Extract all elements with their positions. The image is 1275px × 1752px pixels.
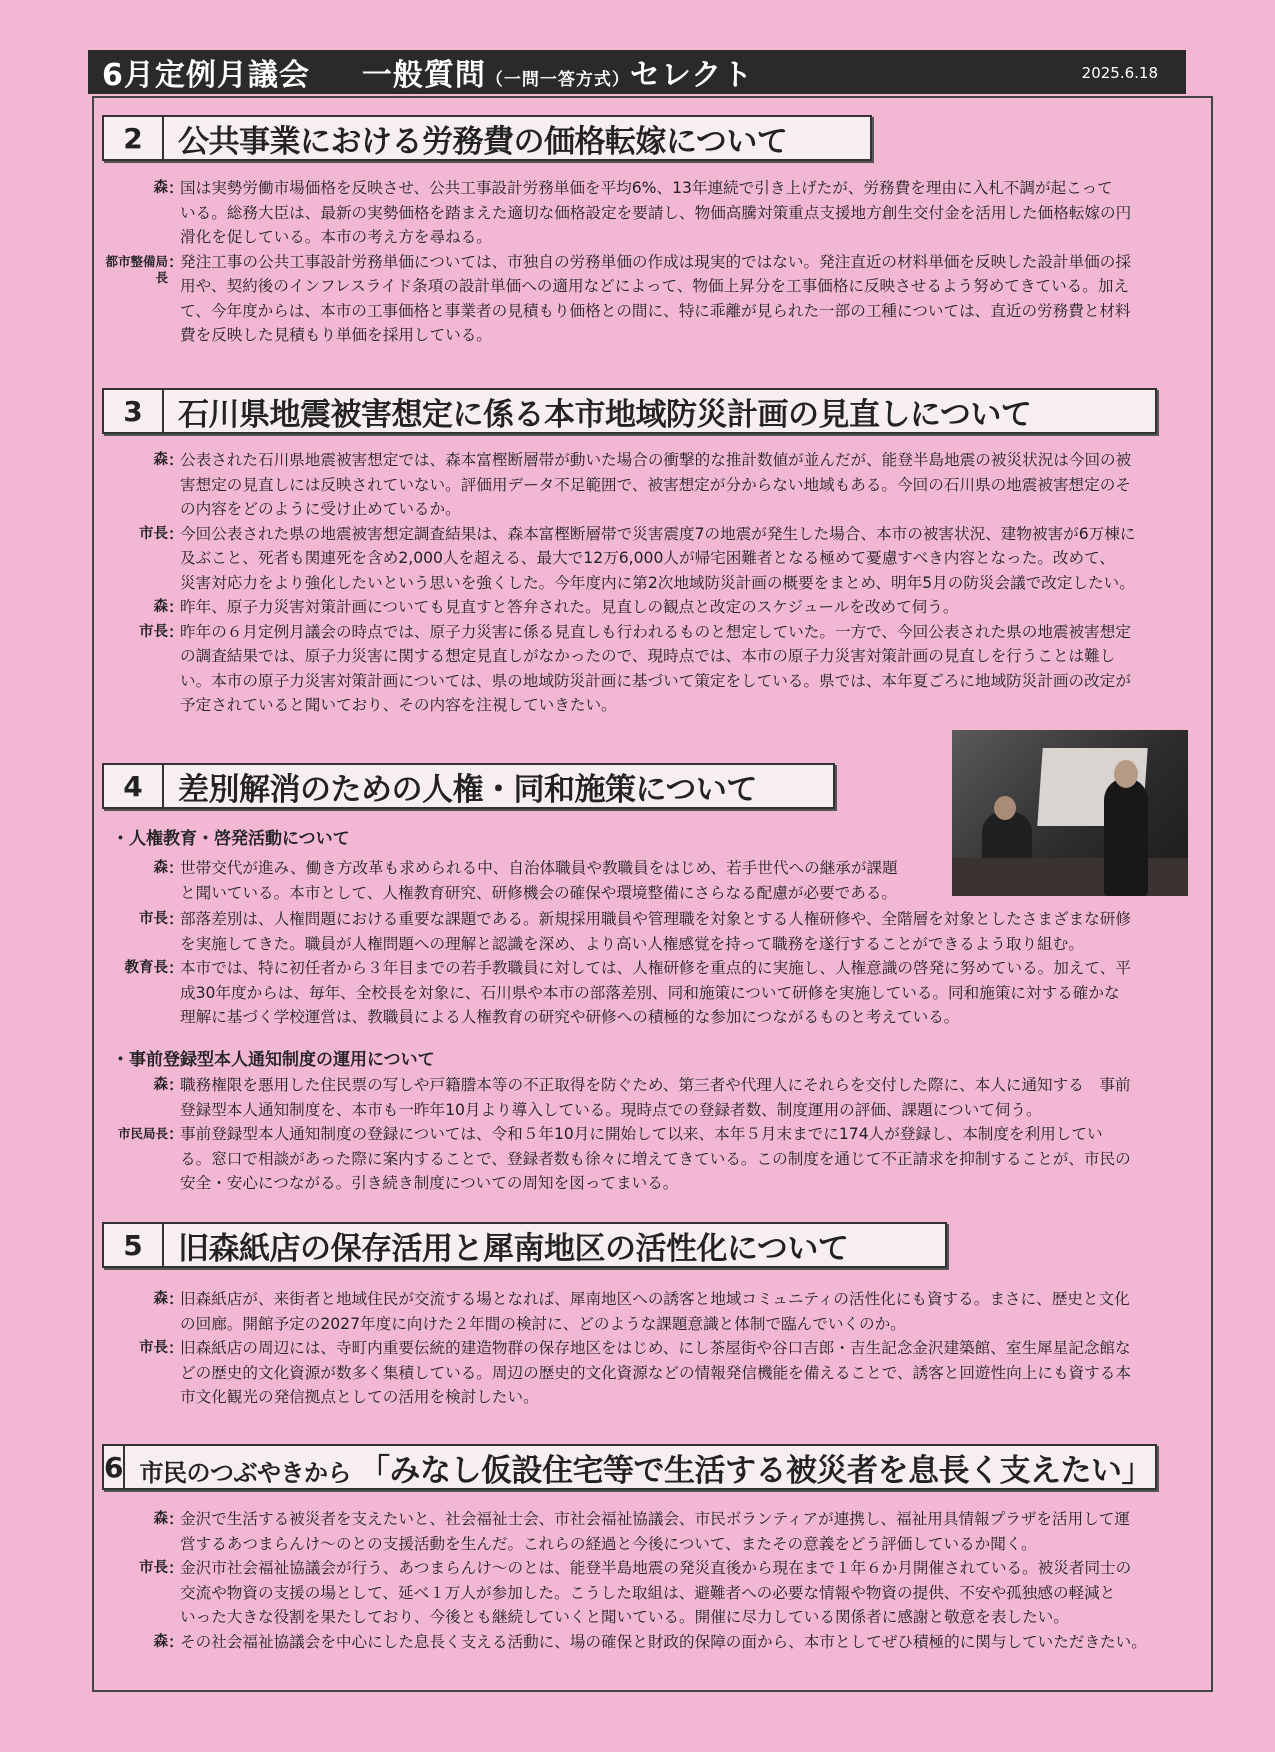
statement-line: 今回公表された県の地震被害想定調査結果は、森本富樫断層帯で災害震度7の地震が発生した場合、本市の被害状況、建物被害が6万棟に: [180, 524, 1136, 543]
qa-entry: [104, 907, 1186, 956]
qa-entry: [104, 176, 1186, 250]
statement-line: 本市では、特に初任者から３年目までの若手教職員に対しては、人権研修を重点的に実施し、人権意識の啓発に努めている。加えて、平: [180, 959, 1131, 977]
statement-line: と聞いている。本市として、人権教育研究、研修機会の確保や環境整備にさらなる配慮が必要である。: [180, 883, 898, 902]
statement-line: の回廊。開館予定の2027年度に向けた２年間の検討に、どのような課題意識と体制で臨んでいくのか。: [180, 1314, 906, 1333]
qa-entry: [104, 448, 1186, 522]
qa-entry: [104, 250, 1186, 348]
statement-line: 世帯交代が進み、働き方改革も求められる中、自治体職員や教職員をはじめ、若手世代への継承が課題: [180, 859, 898, 877]
section-6-heading: [102, 1444, 1157, 1490]
section-5-heading: [102, 1222, 947, 1268]
section-number: 2: [104, 117, 164, 159]
section-3-qa: [104, 448, 1186, 718]
speaker-name: 市民局長: [117, 1126, 168, 1141]
statement-line: 交流や物資の支援の場として、延べ１万人が参加した。こうした取組は、避難者への必要な情報や物資の提供、不安や孤独感の軽減と: [180, 1583, 1116, 1602]
section-6-qa: [104, 1507, 1186, 1654]
statement-line: の内容をどのように受け止めているか。: [180, 500, 461, 518]
speaker-name: 市長: [139, 623, 168, 640]
statement-text: [180, 856, 946, 905]
statement-line: の調査結果では、原子力災害に関する想定見直しがなかったので、現時点では、本市の原子力災害対策計画の見直しを行うことは難し: [180, 647, 1116, 665]
statement-line: 旧森紙店の周辺には、寺町内重要伝統的建造物群の保存地区をはじめ、にし茶屋街や谷口吉郎・吉生記念金沢建築館、室生犀星記念館な: [180, 1339, 1131, 1357]
speaker-colon: ：: [168, 1510, 184, 1528]
statement-text: [180, 1073, 1186, 1122]
qa-entry: [104, 1630, 1186, 1655]
section-title: 旧森紙店の保存活用と犀南地区の活性化について: [178, 1230, 849, 1267]
speaker-name: 森: [153, 1077, 168, 1093]
statement-line: 市文化観光の発信拠点としての活用を検討したい。: [180, 1388, 539, 1406]
statement-text: [180, 522, 1186, 596]
speaker-colon: ：: [168, 622, 184, 641]
section-title: 公共事業における労務費の価格転嫁について: [178, 123, 788, 160]
subsection-heading: ・人権教育・啓発活動について: [112, 829, 350, 849]
statement-line: 及ぶこと、死者も関連死を含め2,000人を超える、最大で12万6,000人が帰宅困難者となる極めて憂慮すべき内容となった。改めて、: [180, 549, 1115, 567]
statement-line: 予定されていると聞いており、その内容を注視していきたい。: [180, 696, 617, 714]
section-number: 6: [104, 1446, 125, 1488]
statement-text: [180, 250, 1186, 348]
speaker-name: 教育長: [124, 960, 168, 976]
speaker-colon: ：: [168, 252, 184, 271]
qa-entry: [104, 1073, 1186, 1122]
speaker-colon: ：: [168, 1290, 184, 1308]
speaker-colon: ：: [168, 598, 184, 616]
statement-line: 昨年の６月定例月議会の時点では、原子力災害に係る見直しも行われるものと想定していた。一方で、今回公表された県の地震被害想定: [180, 622, 1131, 641]
speaker-colon: ：: [168, 1339, 184, 1357]
statement-line: 発注工事の公共工事設計労務単価については、市独自の労務単価の作成は現実的ではない。発注直近の材料単価を反映した設計単価の採: [180, 252, 1131, 271]
statement-line: 災害対応力をより強化したいという思いを強くした。今年度内に第2次地域防災計画の概要をまとめ、明年5月の防災会議で改定したい。: [180, 573, 1135, 592]
statement-text: [180, 176, 1186, 250]
qa-entry: [104, 956, 1186, 1030]
statement-text: [180, 1287, 1186, 1336]
statement-line: 金沢で生活する被災者を支えたいと、社会福祉士会、市社会福祉協議会、市民ボランティアが連携し、福祉用具情報プラザを活用して運: [180, 1510, 1130, 1528]
qa-entry: [104, 1287, 1186, 1336]
statement-line: を実施してきた。職員が人権問題への理解と認識を深め、より高い人権感覚を持って職務を遂行することができるよう取り組む。: [180, 934, 1084, 953]
qa-entry: [104, 620, 1186, 718]
statement-line: て、今年度からは、本市の工事価格と事業者の見積もり価格との間に、特に乖離が見られた一部の工種については、直近の労務費と材料: [180, 301, 1131, 320]
statement-line: 成30年度からは、毎年、全校長を対象に、石川県や本市の部落差別、同和施策について研修を実施している。同和施策に対する確かな: [180, 983, 1120, 1002]
qa-entry: [104, 1336, 1186, 1410]
section-title: 石川県地震被害想定に係る本市地域防災計画の見直しについて: [178, 396, 1032, 433]
speaker-name: 森: [153, 860, 168, 876]
statement-text: [180, 448, 1186, 522]
speaker-name: 市長: [139, 1560, 168, 1576]
statement-line: る。窓口で相談があった際に案内することで、登録者数も徐々に増えてきている。この制度を通じて不正請求を抑制することが、市民の: [180, 1149, 1131, 1168]
section-prefix: 市民のつぶやきから: [139, 1458, 351, 1487]
statement-line: 国は実勢労働市場価格を反映させ、公共工事設計労務単価を平均6%、13年連続で引き上げたが、労務費を理由に入札不調が起こって: [180, 179, 1113, 197]
statement-text: [180, 1507, 1186, 1556]
qa-entry: [104, 856, 946, 905]
section-title: [125, 1445, 1166, 1490]
statement-line: 営するあつまらんけ〜のとの支援活動を生んだ。これらの経過と今後について、またその意義をどう評価しているか聞く。: [180, 1534, 1037, 1553]
qa-entry: [104, 1507, 1186, 1556]
speaker-colon: ：: [168, 451, 184, 469]
section-number: 3: [104, 390, 164, 432]
speaker-name: 都市整備局長: [105, 253, 168, 285]
statement-line: 事前登録型本人通知制度の登録については、令和５年10月に開始して以来、本年５月末までに174人が登録し、本制度を利用してい: [180, 1125, 1103, 1143]
statement-text: [180, 620, 1186, 718]
statement-line: 安全・安心につながる。引き続き制度についての周知を図ってまいる。: [180, 1174, 679, 1192]
statement-text: [180, 1630, 1186, 1655]
page-title: 6月定例月議会 一般質問（一問一答方式）セレクト: [102, 58, 754, 93]
section-4-qa-1a: [104, 856, 946, 905]
statement-line: 費を反映した見積もり単価を採用している。: [180, 326, 492, 344]
speaker-name: 森: [153, 1511, 168, 1527]
speaker-name: 森: [153, 1291, 168, 1307]
section-5-qa: [104, 1287, 1186, 1410]
statement-text: [180, 956, 1186, 1030]
statement-text: [180, 1556, 1186, 1630]
speaker-name: 森: [153, 1633, 168, 1650]
subsection-heading: ・事前登録型本人通知制度の運用について: [112, 1050, 435, 1070]
speaker-name: 森: [153, 599, 168, 615]
statement-text: [180, 595, 1186, 620]
statement-line: いった大きな役割を果たしており、今後とも継続していくと聞いている。開催に尽力している関係者に感謝と敬意を表したい。: [180, 1608, 1069, 1626]
speaker-colon: ：: [168, 1632, 184, 1651]
statement-text: [180, 1122, 1186, 1196]
statement-line: 旧森紙店が、来街者と地域住民が交流する場となれば、犀南地区への誘客と地域コミュニティの活性化にも資する。まさに、歴史と文化: [180, 1290, 1130, 1308]
section-2-heading: [102, 115, 872, 161]
speaker-name: 森: [153, 452, 168, 468]
statement-line: 用や、契約後のインフレスライド条項の設計単価への適用などによって、物価上昇分を工事価格に反映させるよう努めてきている。加え: [180, 277, 1130, 295]
qa-entry: [104, 595, 1186, 620]
statement-line: 登録型本人通知制度を、本市も一昨年10月より導入している。現時点での登録者数、制度運用の評価、課題について伺う。: [180, 1100, 1042, 1119]
statement-line: どの歴史的文化資源が数多く集積している。周辺の歴史的文化資源などの情報発信機能を備えることで、誘客と回遊性向上にも資する本: [180, 1363, 1131, 1382]
statement-line: 昨年、原子力災害対策計画についても見直すと答弁された。見直しの観点と改定のスケジュールを改めて伺う。: [180, 598, 959, 616]
statement-line: 金沢市社会福祉協議会が行う、あつまらんけ〜のとは、能登半島地震の発災直後から現在まで１年６か月開催されている。被災者同士の: [180, 1559, 1132, 1577]
statement-line: その社会福祉協議会を中心にした息長く支える活動に、場の確保と財政的保障の面から、本市としてぜひ積極的に関与していただきたい。: [180, 1632, 1147, 1651]
statement-line: 滑化を促している。本市の考え方を尋ねる。: [180, 228, 492, 246]
statement-text: [180, 907, 1186, 956]
speaker-colon: ：: [168, 1559, 184, 1577]
speaker-colon: ：: [168, 179, 184, 197]
page-header: [88, 50, 1186, 94]
section-number: 5: [104, 1224, 164, 1266]
statement-line: 公表された石川県地震被害想定では、森本富樫断層帯が動いた場合の衝撃的な推計数値が並んだが、能登半島地震の被災状況は今回の被: [180, 451, 1132, 469]
speaker-colon: ：: [168, 1125, 184, 1143]
section-title: 差別解消のための人権・同和施策について: [178, 771, 757, 808]
statement-line: い。本市の原子力災害対策計画については、県の地域防災計画に基づいて策定をしている。県では、本年夏ごろに地域防災計画の改定が: [180, 671, 1131, 690]
section-title-text: 「みなし仮設住宅等で生活する被災者を息長く支えたい」: [358, 1452, 1152, 1489]
speaker-colon: ：: [168, 859, 184, 877]
statement-line: いる。総務大臣は、最新の実勢価格を踏まえた適切な価格設定を要請し、物価高騰対策重点支援地方創生交付金を活用した価格転嫁の円: [180, 203, 1132, 222]
section-4-heading: [102, 763, 835, 809]
speaker-name: 市長: [139, 1340, 168, 1356]
speaker-colon: ：: [168, 959, 184, 977]
speaker-name: 森: [153, 180, 168, 196]
section-4-qa-1b: [104, 907, 1186, 1030]
speaker-colon: ：: [168, 1076, 184, 1094]
statement-line: 理解に基づく学校運営は、教職員による人権教育の研究や研修への積極的な参加につながるものと考えている。: [180, 1008, 960, 1026]
statement-line: 害想定の見直しには反映されていない。評価用データ不足範囲で、被害想定が分からない地域もある。今回の石川県の地震被害想定のそ: [180, 475, 1131, 494]
statement-text: [180, 1336, 1186, 1410]
section-3-heading: [102, 388, 1157, 434]
assembly-photo: [952, 730, 1188, 896]
qa-entry: [104, 522, 1186, 596]
issue-date: 2025.6.18: [1081, 64, 1158, 82]
speaker-name: 市長: [139, 911, 168, 927]
statement-line: 部落差別は、人権問題における重要な課題である。新規採用職員や管理職を対象とする人権研修や、全階層を対象としたさまざまな研修: [180, 910, 1131, 928]
speaker-colon: ：: [168, 524, 184, 543]
section-number: 4: [104, 765, 164, 807]
section-4-qa-2: [104, 1073, 1186, 1196]
section-2-qa: [104, 176, 1186, 348]
qa-entry: [104, 1556, 1186, 1630]
speaker-name: 市長: [139, 525, 168, 542]
statement-line: 職務権限を悪用した住民票の写しや戸籍謄本等の不正取得を防ぐため、第三者や代理人にそれらを交付した際に、本人に通知する 事前: [180, 1076, 1131, 1094]
speaker-colon: ：: [168, 910, 184, 928]
qa-entry: [104, 1122, 1186, 1196]
